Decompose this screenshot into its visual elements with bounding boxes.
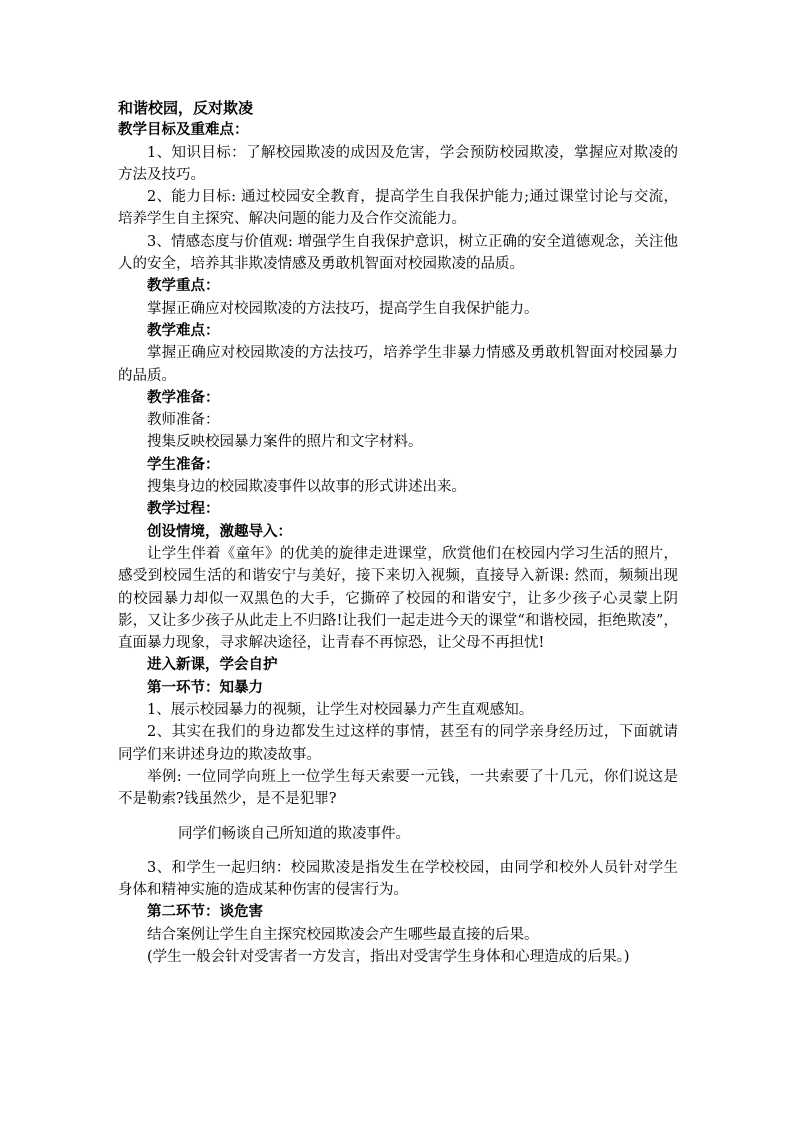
step1-example: 举例: 一位同学向班上一位学生每天索要一元钱，一共索要了十几元，你们说这是不是勒索?钱虽然少，是不是犯罪?	[118, 768, 678, 808]
difficulty-heading: 教学难点：	[147, 321, 220, 339]
step1-item-3: 3、和学生一起归纳：校园欺凌是指发生在学校校园，由同学和校外人员针对学生身体和精神实施的造成某种伤害的侵害行为。	[118, 859, 678, 899]
preparation-heading: 教学准备：	[147, 388, 220, 406]
step2-text: 结合案例让学生自主探究校园欺凌会产生哪些最直接的后果。	[147, 926, 539, 943]
document-page	[118, 97, 678, 968]
student-prep-text: 搜集身边的校园欺凌事件以故事的形式讲述出来。	[147, 479, 466, 496]
goal-attitude: 3、情感态度与价值观: 增强学生自我保护意识，树立正确的安全道德观念，关注他人的安全，培养其非欺凌情感及勇敢机智面对校园欺凌的品质。	[118, 233, 678, 273]
student-prep-heading: 学生准备：	[147, 455, 220, 473]
step1-item-1: 1、展示校园暴力的视频，让学生对校园暴力产生直观感知。	[147, 702, 534, 719]
intro-heading: 创设情境，激趣导入：	[147, 522, 292, 540]
step2-heading: 第二环节：谈危害	[147, 903, 263, 921]
key-points-text: 掌握正确应对校园欺凌的方法技巧，提高学生自我保护能力。	[147, 300, 539, 317]
step1-discussion: 同学们畅谈自己所知道的欺凌事件。	[178, 825, 410, 842]
step2-note: (学生一般会针对受害者一方发言，指出对受害学生身体和心理造成的后果。)	[147, 948, 630, 965]
new-lesson-heading: 进入新课，学会自护	[147, 656, 278, 674]
goals-heading: 教学目标及重难点：	[118, 121, 249, 139]
difficulty-text: 掌握正确应对校园欺凌的方法技巧，培养学生非暴力情感及勇敢机智面对校园暴力的品质。	[118, 345, 678, 384]
step1-item-2: 2、其实在我们的身边都发生过这样的事情，甚至有的同学亲身经历过，下面就请同学们来讲述身边的欺凌故事。	[118, 724, 678, 763]
teacher-prep-text: 搜集反映校园暴力案件的照片和文字材料。	[147, 434, 423, 451]
goal-ability: 2、能力目标: 通过校园安全教育，提高学生自我保护能力;通过课堂讨论与交流，培养学生自主探究、解决问题的能力及合作交流能力。	[118, 189, 678, 228]
process-heading: 教学过程：	[147, 500, 220, 518]
spacer	[118, 811, 678, 823]
spacer	[118, 845, 678, 857]
step1-heading: 第一环节：知暴力	[147, 678, 263, 696]
intro-text: 让学生伴着《童年》的优美的旋律走进课堂，欣赏他们在校园内学习生活的照片，感受到校园生活的和谐安宁与美好，接下来切入视频，直接导入新课: 然而，频频出现的校园暴力却似一双黑色的大手，它撕碎了校园的和谐安宁，让多少孩子心灵蒙上阴影，又让多少孩子从此走上不归路!让我们一起走进今天的课堂“和谐校园，拒绝欺凌”，直面暴力现象，寻求解决途径，让青春不再惊恐，让父母不再担忧!	[118, 545, 678, 652]
goal-knowledge: 1、知识目标：了解校园欺凌的成因及危害，学会预防校园欺凌，掌握应对欺凌的方法及技巧。	[118, 144, 678, 183]
key-points-heading: 教学重点：	[147, 277, 220, 295]
page-title: 和谐校园，反对欺凌	[118, 99, 254, 117]
teacher-prep-label: 教师准备：	[147, 412, 220, 429]
